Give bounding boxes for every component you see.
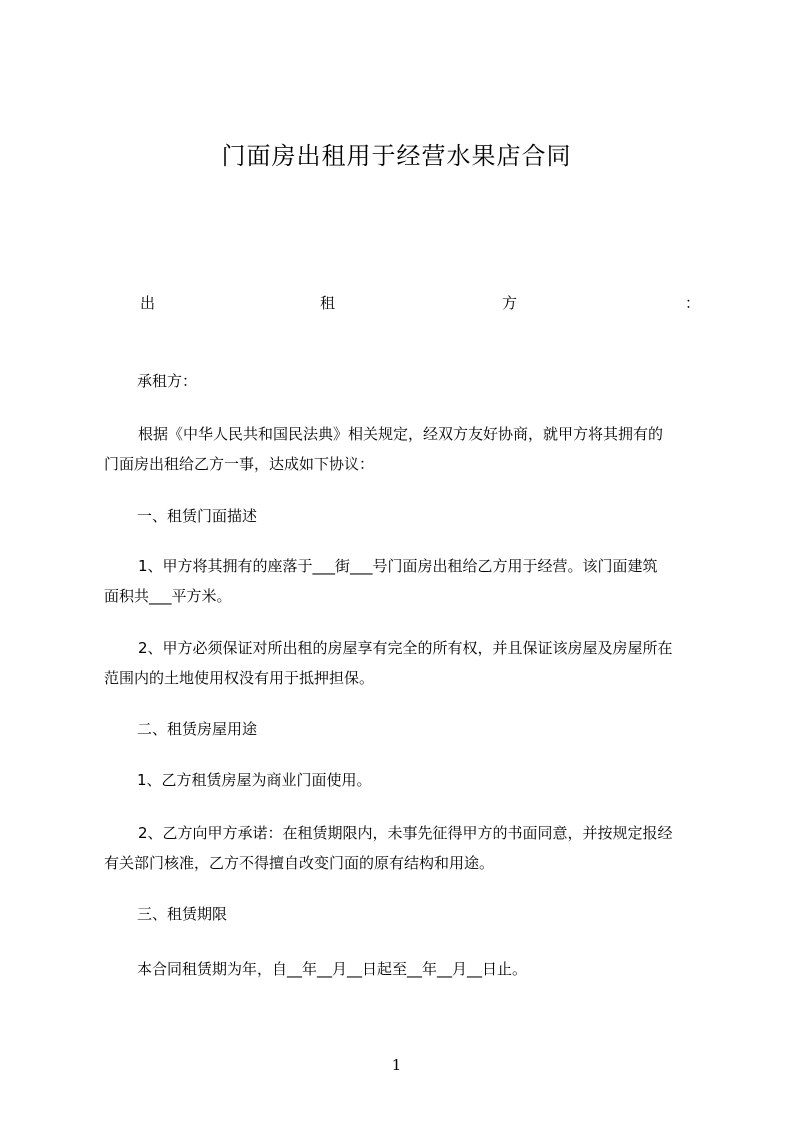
clause-line: 2、甲方必须保证对所出租的房屋享有完全的所有权，并且保证该房屋及房屋所在 [138, 639, 673, 657]
clause-line: 面积共___平方米。 [104, 587, 232, 605]
section-heading: 一、租赁门面描述 [137, 507, 258, 525]
page-number: 1 [391, 1056, 402, 1074]
preamble-paragraph [104, 419, 708, 479]
preamble-line: 根据《中华人民共和国民法典》相关规定，经双方友好协商，就甲方将其拥有的 [138, 425, 664, 443]
clause-line: 有关部门核准，乙方不得擅自改变门面的原有结构和用途。 [104, 854, 495, 872]
lessor-char: ： [685, 294, 701, 312]
clause-paragraph [104, 551, 708, 611]
section-heading: 二、租赁房屋用途 [137, 720, 258, 738]
preamble-line: 门面房出租给乙方一事，达成如下协议： [104, 455, 375, 473]
lessor-char: 出 [140, 294, 156, 312]
lessor-char: 租 [320, 294, 336, 312]
lessor-line [140, 292, 701, 314]
clause-line: 1、甲方将其拥有的座落于___街___号门面房出租给乙方用于经营。该门面建筑 [138, 557, 658, 575]
clause-paragraph [104, 633, 708, 693]
lessee-label: 承租方： [137, 372, 198, 390]
section-heading: 三、租赁期限 [137, 905, 228, 923]
lessor-char: 方 [502, 294, 518, 312]
document-title: 门面房出租用于经营水果店合同 [221, 142, 572, 170]
clause-paragraph: 本合同租赁期为年，自__年__月__日起至__年__月__日止。 [137, 960, 528, 978]
clause-line: 范围内的土地使用权没有用于抵押担保。 [104, 669, 375, 687]
clause-paragraph [104, 818, 708, 878]
clause-paragraph: 1、乙方租赁房屋为商业门面使用。 [137, 771, 372, 789]
clause-line: 2、乙方向甲方承诺：在租赁期限内，未事先征得甲方的书面同意，并按规定报经 [138, 824, 673, 842]
